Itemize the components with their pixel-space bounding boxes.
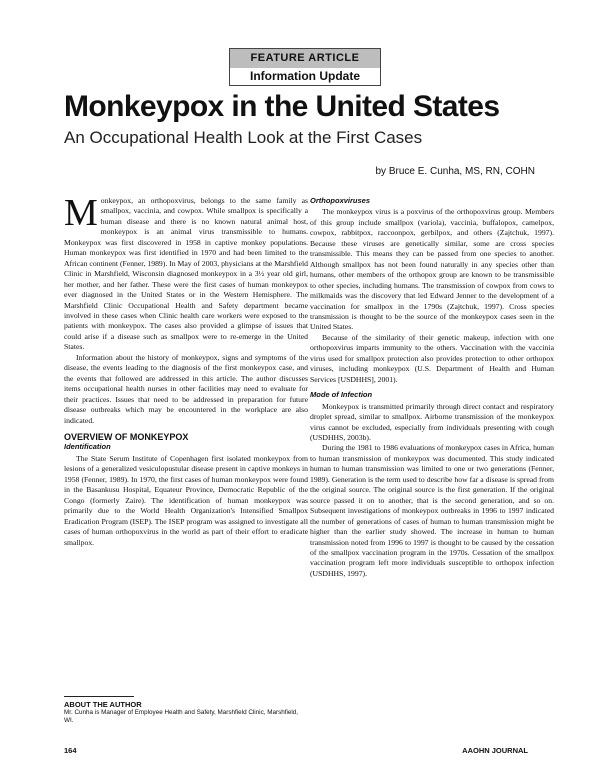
about-the-author	[64, 696, 308, 725]
intro-paragraph-2: Information about the history of monkeypox, signs and symptoms of the disease, the events leading to the diagnosis of the first monkeypox case, and the events that followed are addressed in this article. The author discusses items occupational health nurses in other facilities may need to evaluate for their practices. Issues that need to be addressed in preparation for future disease outbreaks which may be encountered in the workplace are also indicated.	[64, 352, 308, 425]
right-column	[310, 196, 554, 579]
identification-paragraph: The State Serum Institute of Copenhagen first isolated monkeypox from lesions of a generalized vesiculopustular disease present in captive monkeys in 1958 (Fenner, 1989). In 1970, the first cases of human monkeypox were found in the Basankusu Hospital, Equateur Province, Democratic Republic of the Congo (formerly Zaire). The identification of human monkeypox was primarily due to the World Health Organization's Intensified Smallpox Eradication Program (ISEP). The ISEP program was assigned to investigate all cases of human orthopoxvirus in the world as part of their effort to eradicate smallpox.	[64, 453, 308, 547]
intro-paragraph-1-text: onkeypox, an orthopoxvirus, belongs to the same family as smallpox, vaccinia, and cowpox. While smallpox is specifically a human disease and there is no known natural animal host, monkeypox is an animal virus transmissible to humans. Monkeypox was first discovered in 1958 in captive monkey populations. Human monkeypox was first identified in 1970 and had been limited to the African continent (Fenner, 1989). In May of 2003, physicians at the Marshfield Clinic in Marshfield, Wisconsin diagnosed monkeypox in a 3½ year old girl, her mother, and her father. These were the first cases of human monkeypox ever diagnosed in the United States or in the Western Hemisphere. The Marshfield Clinic Occupational Health and Safety department became involved in these cases when Clinic health care workers were exposed to the patients with monkeypox. The cases also provided a glimpse of issues that could arise if a disease such as smallpox were to re-emerge in the United States.	[64, 196, 308, 352]
section-heading-overview: OVERVIEW OF MONKEYPOX	[64, 431, 189, 442]
about-heading: ABOUT THE AUTHOR	[64, 700, 142, 709]
intro-paragraph-1	[64, 192, 308, 353]
drop-cap: M	[64, 192, 98, 234]
subheading-identification: Identification	[64, 442, 111, 452]
author-byline: by Bruce E. Cunha, MS, RN, COHN	[375, 166, 535, 177]
article-title: Monkeypox in the United States	[64, 90, 500, 123]
page-number: 164	[64, 746, 77, 755]
journal-name: AAOHN JOURNAL	[462, 746, 528, 755]
about-text: Mr. Cunha is Manager of Employee Health and Safety, Marshfield Clinic, Marshfield, WI.	[64, 709, 299, 724]
subheading-orthopoxviruses: Orthopoxviruses	[310, 196, 371, 205]
feature-category: Information Update	[250, 69, 360, 83]
subheading-mode-of-infection: Mode of Infection	[310, 390, 373, 400]
feature-kicker: FEATURE ARTICLE	[250, 52, 360, 64]
orthopox-paragraph-2: Because of the similarity of their genetic makeup, infection with one orthopoxvirus imparts immunity to the others. Vaccination with the vaccinia virus used for smallpox protection also provides protection to other orthopox viruses, including monkeypox (U.S. Department of Health and Human Services [USDHHS], 2001).	[310, 332, 554, 384]
infection-paragraph-2: During the 1981 to 1986 evaluations of monkeypox cases in Africa, human to human transmission of monkeypox was documented. This study indicated human to human transmission was limited to one or two generations (Fenner, 1989). Generation is the term used to describe how far a disease is spread from the original source. The original source is the first generation. If the original source passed it on to another, that is the second generation, and so on. Subsequent investigations of monkeypox outbreaks in 1996 to 1997 indicated the number of generations of cases of human to human transmission might be higher than the earlier study showed. The increase in human to human transmission noted from 1996 to 1997 is thought to be caused by the cessation of the smallpox vaccination program in the 1970s. Cessation of the smallpox vaccination program left more individuals susceptible to orthopox infection (USDHHS, 1997).	[310, 443, 554, 578]
infection-paragraph-1: Monkeypox is transmitted primarily through direct contact and respiratory droplet spread, similar to smallpox. Airborne transmission of the monkeypox virus cannot be excluded, especially from individuals presenting with cough (USDHHS, 2003b).	[310, 401, 554, 442]
feature-article-box	[229, 48, 381, 86]
about-rule	[64, 696, 134, 697]
orthopox-paragraph-1: The monkeypox virus is a poxvirus of the orthopoxvirus group. Members of this group include smallpox (variola), vaccinia, buffalopox, camelpox, cowpox, rabbitpox, raccoonpox, gerbilpox, and others (Zajtchuk, 1997). Because these viruses are genetically similar, some are cross species transmissible. This means they can be passed from one species to another. Although smallpox has not been found naturally in any species other than humans, other members of the orthopox group are known to be transmissible to other species, including humans. The transmission of cowpox from cows to milkmaids was the discovery that led Edward Jenner to the development of a vaccination for smallpox in the 1790s (Zajtchuk, 1997). Cross species transmission is thought to be the source of the monkeypox cases seen in the United States.	[310, 207, 554, 332]
left-column	[64, 192, 308, 548]
article-subtitle: An Occupational Health Look at the First Cases	[64, 128, 423, 147]
